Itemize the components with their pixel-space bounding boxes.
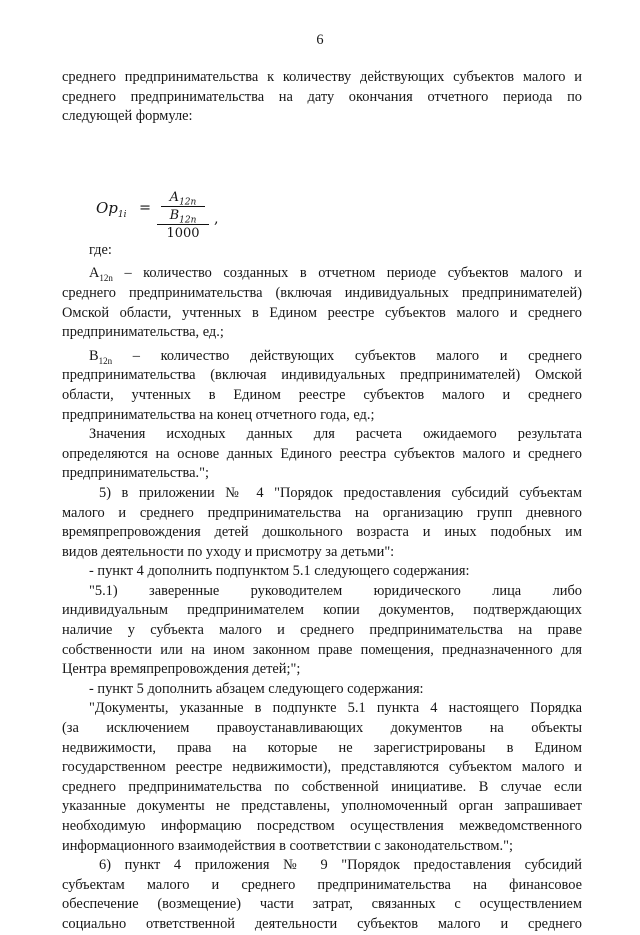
text-line: определяются на основе данных Единого реестра субъектов малого и среднего: [62, 445, 582, 462]
text-line: социально ответственной деятельности субъектов малого и среднего: [62, 915, 582, 932]
text-line: - пункт 5 дополнить абзацем следующего содержания:: [89, 680, 424, 697]
text-line: 6) пункт 4 приложения № 9 "Порядок предоставления субсидий: [99, 857, 582, 874]
text-line: времяпрепровождения детей дошкольного возраста и иных подобных им: [62, 524, 582, 541]
text-line: индивидуальным предпринимателем копии документов, подтверждающих: [62, 602, 582, 619]
text-line: среднего предпринимательства к количеству действующих субъектов малого и: [62, 69, 582, 85]
formula-fraction: [157, 189, 209, 242]
text-line: малого и среднего предпринимательства на организацию групп дневного: [62, 504, 582, 521]
text-line: видов деятельности по уходу и присмотру за детьми":: [62, 543, 395, 560]
page-body: [62, 68, 582, 935]
text-line: Омской области, учтенных в Едином реестре субъектов малого и среднего: [62, 304, 582, 321]
text-line: среднего предпринимательства (включая индивидуальных предпринимателей): [62, 284, 582, 301]
text-line: следующей формуле:: [62, 108, 193, 125]
text-line: Центра времяпрепровождения детей;";: [62, 661, 301, 678]
text-line: предпринимательства.";: [62, 465, 209, 482]
text-line: необходимую информацию посредством осуществления межведомственного: [62, 818, 582, 834]
text-line: информационного взаимодействия в соответствии с законодательством.";: [62, 837, 514, 854]
page-number: 6: [316, 32, 324, 48]
text-line: субъектам малого и среднего предпринимательства на финансовое: [62, 876, 582, 893]
text-line: предпринимательства (включая индивидуальных предпринимателей) Омской: [62, 367, 582, 384]
text-line: среднего предпринимательства на дату окончания отчетного периода по: [62, 88, 582, 105]
text-line: - пункт 4 дополнить подпунктом 5.1 следующего содержания:: [89, 563, 470, 580]
formula: [62, 127, 582, 241]
text-line: предпринимательства на конец отчетного года, ед.;: [62, 406, 375, 423]
text-line: государственном реестре недвижимости), представляются субъектом малого и: [62, 759, 582, 776]
formula-numerator: $A_{12n}$: [169, 189, 197, 208]
def-b-first-line: $B_{12n}$ – количество действующих субъектов малого и среднего: [89, 347, 582, 366]
text-line: среднего предпринимательства по собственной инициативе. В случае если: [62, 778, 582, 795]
formula-divisor: 1000: [166, 225, 200, 241]
text-line: обеспечение (возмещение) части затрат, связанных с осуществлением: [62, 896, 582, 913]
text-line: "Документы, указанные в подпункте 5.1 пункта 4 настоящего Порядка: [89, 700, 582, 717]
formula-end: ,: [214, 210, 219, 227]
text-line: области, учтенных в Едином реестре субъектов малого и среднего: [62, 386, 582, 403]
formula-denominator: $B_{12n}$: [169, 207, 197, 226]
formula-equals: =: [139, 199, 152, 216]
text-line: 5) в приложении № 4 "Порядок предоставления субсидий субъектам: [99, 484, 582, 501]
where-label: где:: [89, 241, 112, 258]
text-line: "5.1) заверенные руководителем юридического лица либо: [89, 582, 582, 599]
def-a-first-line: $A_{12n}$ – количество созданных в отчетном периоде субъектов малого и: [89, 265, 582, 284]
text-line: (за исключением правоустанавливающих документов на объекты: [62, 720, 582, 737]
text-line: указанные документы не представлены, уполномоченный орган запрашивает: [62, 798, 582, 815]
text-line: Значения исходных данных для расчета ожидаемого результата: [89, 426, 582, 443]
text-line: собственности или на ином законном праве помещения, предназначенного для: [62, 641, 582, 658]
text-line: наличие у субъекта малого и среднего предпринимательства на праве: [62, 622, 582, 639]
formula-lhs: $Op_{1i}$: [96, 198, 127, 220]
text-line: недвижимости, права на которые не зарегистрированы в Едином: [62, 739, 582, 756]
text-line: предпринимательства, ед.;: [62, 324, 224, 341]
